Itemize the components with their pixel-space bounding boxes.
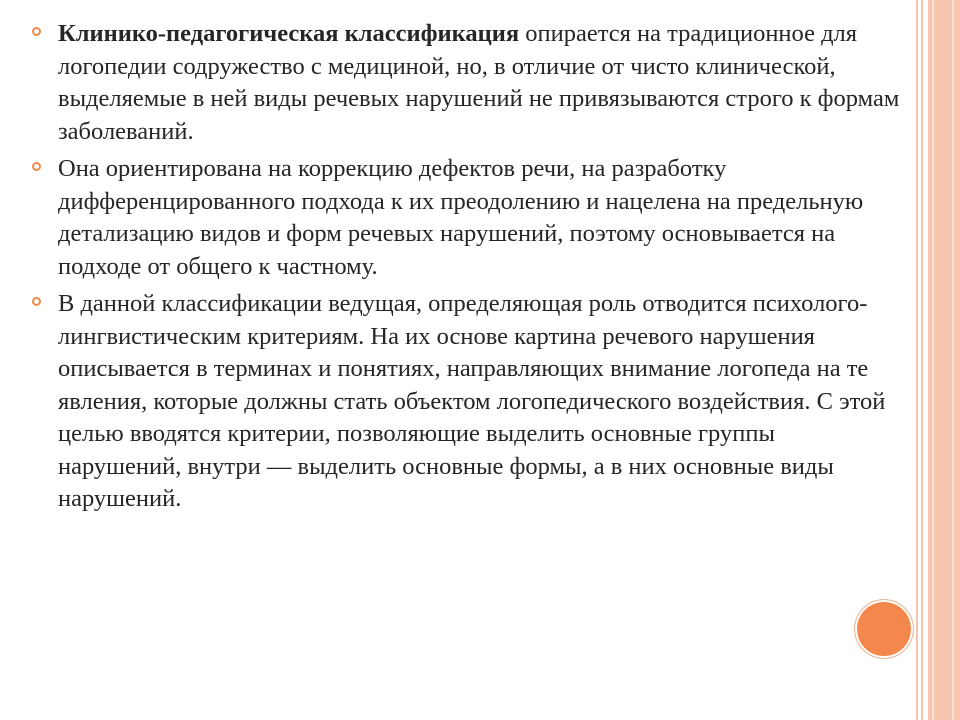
bullet-text: Она ориентирована на коррекцию дефектов речи, на разработку дифференцированного подхода к их преодолению и нацелена на предельную детализацию видов и форм речевых нарушений, поэтому основывается на подходе от общего к частному. xyxy=(58,155,864,280)
bullet-ring-icon xyxy=(32,27,41,36)
stripe xyxy=(932,0,934,720)
stripe xyxy=(916,0,918,720)
decorative-circle xyxy=(855,600,913,658)
bullet-item-2 xyxy=(30,153,900,283)
stripe xyxy=(921,0,923,720)
bullet-text: опирается на традиционное для логопедии содружество с медициной, но, в отличие от чисто клинической, выделяемые в ней виды речевых нарушений не привязываются строго к формам заболеваний. xyxy=(58,20,900,145)
slide-content xyxy=(30,18,900,521)
decorative-stripes xyxy=(916,0,960,720)
stripe xyxy=(952,0,954,720)
bullet-item-1 xyxy=(30,18,900,148)
bullet-text: В данной классификации ведущая, определяющая роль отводится психолого-лингвистическим критериям. На их основе картина речевого нарушения описывается в терминах и понятиях, направляющих внимание логопеда на те явления, которые должны стать объектом логопедического воздействия. С этой целью вводятся критерии, позволяющие выделить основные группы нарушений, внутри — выделить основные формы, а в них основные виды нарушений. xyxy=(58,290,886,512)
bullet-bold-term: Клинико-педагогическая классификация xyxy=(58,20,520,47)
bullet-item-3 xyxy=(30,288,900,516)
bullet-ring-icon xyxy=(32,162,41,171)
bullet-ring-icon xyxy=(32,297,41,306)
